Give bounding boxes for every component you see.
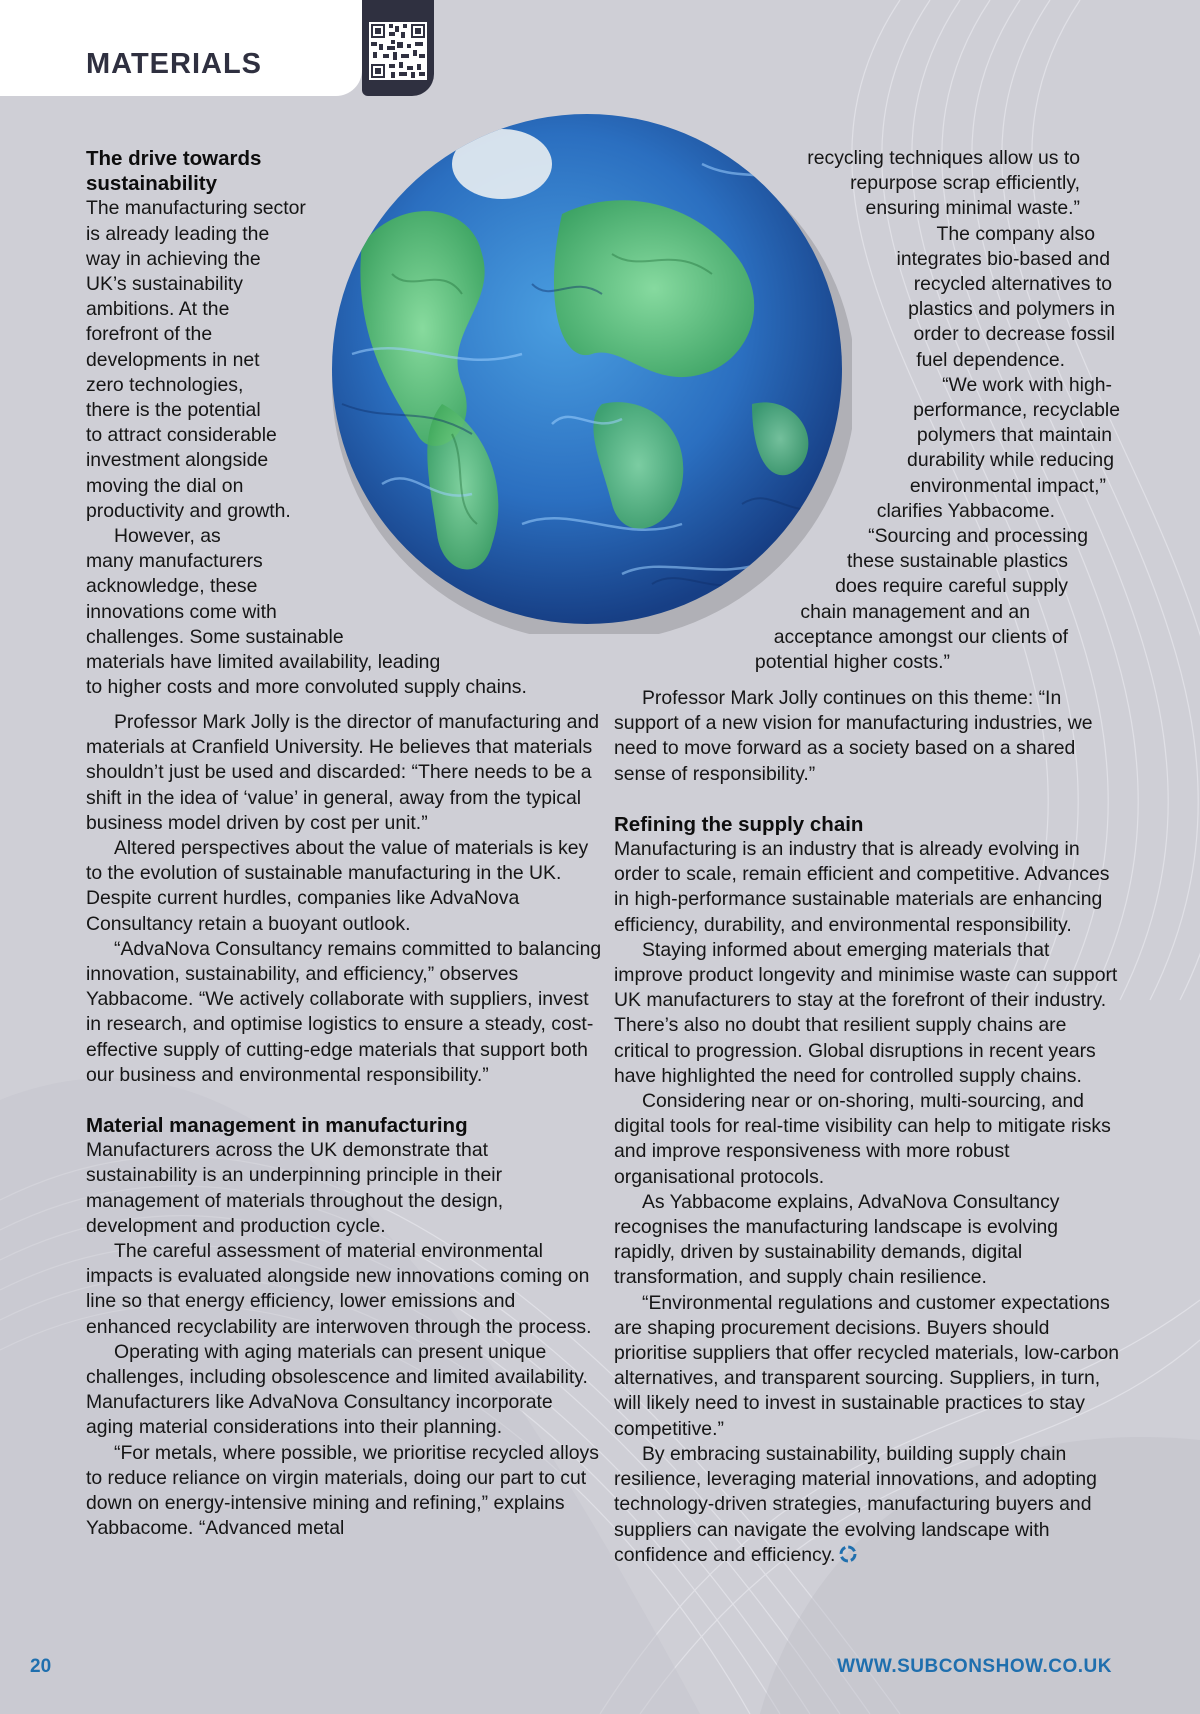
- intro-wrap-right: [600, 146, 1120, 675]
- section-header-tab: [0, 0, 362, 96]
- section-label: MATERIALS: [86, 48, 263, 80]
- paragraph: Professor Mark Jolly is the director of manufacturing and materials at Cranfield University. He believes that materials shouldn’t just be used and discarded: “There needs to be a shift in the idea of ‘value’ in general, away from the typical business model driven by cost per unit.”: [86, 711, 599, 834]
- paragraph: “AdvaNova Consultancy remains committed to balancing innovation, sustainability, and efficiency,” observes Yabbacome. “We actively collaborate with suppliers, invest in research, and optimise logistics to ensure a steady, cost-effective supply of cutting-edge materials that support both our business and environmental responsibility.”: [86, 937, 602, 1086]
- intro-wrap-left: [86, 146, 606, 700]
- left-column: [86, 710, 602, 1542]
- paragraph: As Yabbacome explains, AdvaNova Consultancy recognises the manufacturing landscape is evolving rapidly, driven by sustainability demands, digital transformation, and supply chain resilience.: [614, 1190, 1060, 1289]
- paragraph: “Environmental regulations and customer expectations are shaping procurement decisions. Buyers should prioritise suppliers that offer recycled materials, low-carbon alternatives, and transparent sourcing. Suppliers, in turn, will likely need to invest in sustainable practices to stay competitive.”: [614, 1291, 1120, 1440]
- article-end-icon: [839, 1545, 857, 1563]
- paragraph: Professor Mark Jolly continues on this theme: “In support of a new vision for manufacturing industries, we need to move forward as a society based on a shared sense of responsibility.”: [614, 687, 1093, 785]
- website-link[interactable]: WWW.SUBCONSHOW.CO.UK: [837, 1656, 1112, 1677]
- paragraph: Operating with aging materials can present unique challenges, including obsolescence and limited availability. Manufacturers like AdvaNova Consultancy incorporate aging material considerations into their planning.: [86, 1340, 588, 1439]
- qr-code-panel[interactable]: [362, 0, 434, 96]
- paragraph: recycling techniques allow us to repurpose scrap efficiently, ensuring minimal waste.” The company also integrates bio-based and recycled alternatives to plastics and polymers in order to decrease fossil fuel dependence. “We work with high- performance, recyclable polymers that maintain durability while reducing environmental impact,” clarifies Yabbacome. “Sourcing and processing these sustainable plastics does require careful supply chain management and an acceptance amongst our clients of potential higher costs.”: [754, 147, 1120, 674]
- paragraph: Staying informed about emerging materials that improve product longevity and minimise waste can support UK manufacturers to stay at the forefront of their industry. There’s also no doubt that resilient supply chains are critical to progression. Global disruptions in recent years have highlighted the need for controlled supply chains.: [614, 938, 1118, 1087]
- paragraph: The careful assessment of material environmental impacts is evaluated alongside new innovations coming on line so that energy efficiency, lower emissions and enhanced recyclability are interwoven through the process.: [86, 1240, 592, 1338]
- paragraph: Altered perspectives about the value of materials is key to the evolution of sustainable manufacturing in the UK. Despite current hurdles, companies like AdvaNova Consultancy retain a buoyant outlook.: [86, 837, 589, 935]
- paragraph: The manufacturing sector is already leading the way in achieving the UK’s sustainability ambitions. At the forefront of the developments in net zero technologies, there is the potential to attract considerable investment alongside moving the dial on productivity and growth.: [86, 197, 306, 522]
- paragraph: However, as many manufacturers acknowledge, these innovations come with challenges. Some sustainable materials have limited availability, leading to higher costs and more convoluted supply chains.: [86, 525, 527, 699]
- paragraph-final: By embracing sustainability, building supply chain resilience, leveraging material innovations, and adopting technology-driven strategies, manufacturing buyers and suppliers can navigate the evolving landscape with confidence and efficiency.: [614, 1442, 1097, 1566]
- paragraph: “For metals, where possible, we prioritise recycled alloys to reduce reliance on virgin materials, doing our part to cut down on energy-intensive mining and refining,” explains Yabbacome. “Advanced metal: [86, 1441, 599, 1540]
- heading-drive-towards-sustainability: The drive towards sustainability: [86, 147, 262, 196]
- right-column: [614, 686, 1120, 1568]
- paragraph: Manufacturers across the UK demonstrate that sustainability is an underpinning principle in their management of materials throughout the design, development and production cycle.: [86, 1139, 504, 1237]
- paragraph: Manufacturing is an industry that is already evolving in order to scale, remain efficient and competitive. Advances in high-performance sustainable materials are enhancing efficiency, durability, and environmental responsibility.: [614, 838, 1110, 936]
- heading-material-management: Material management in manufacturing: [86, 1114, 468, 1138]
- paragraph: Considering near or on-shoring, multi-sourcing, and digital tools for real-time visibility can help to mitigate risks and improve responsiveness with more robust organisational protocols.: [614, 1090, 1111, 1188]
- page-number: 20: [30, 1656, 52, 1677]
- qr-code-icon: [369, 22, 427, 80]
- heading-refining-supply-chain: Refining the supply chain: [614, 812, 864, 836]
